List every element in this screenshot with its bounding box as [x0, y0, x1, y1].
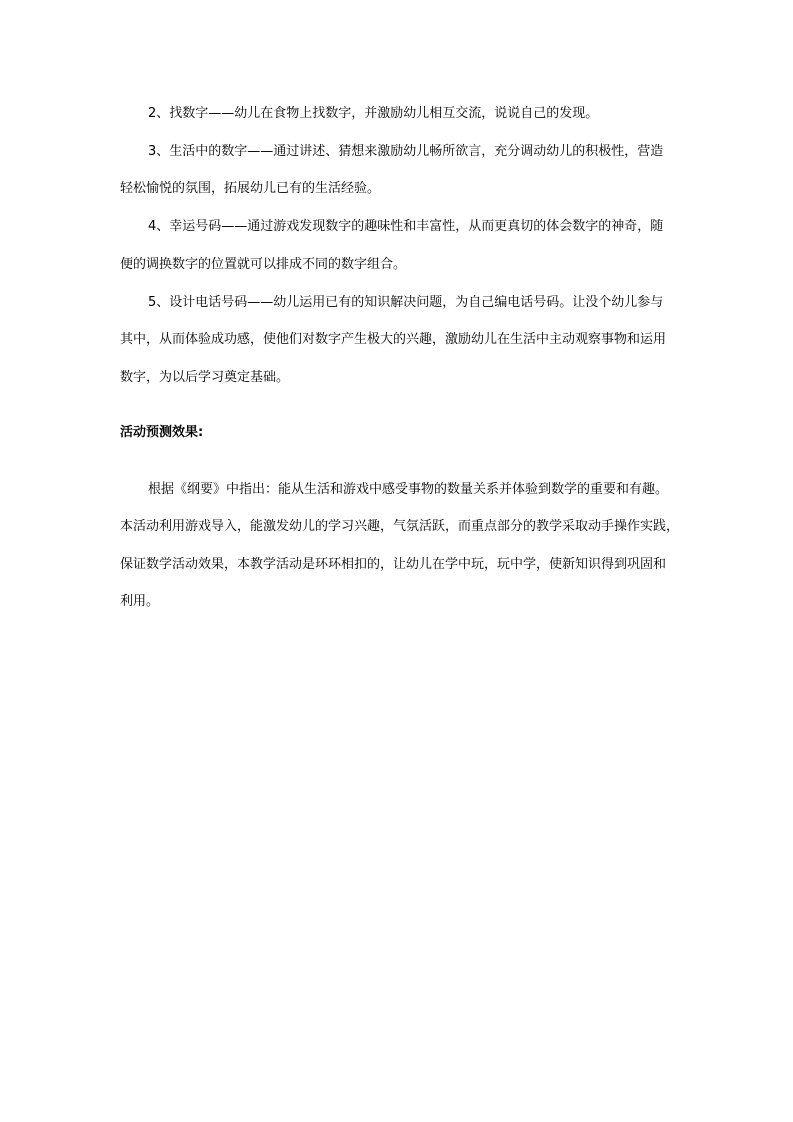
section-heading: 活动预测效果: [120, 425, 204, 440]
section-line-3: 保证数学活动效果，本教学活动是环环相扣的，让幼儿在学中玩，玩中学，使新知识得到巩固和 [120, 557, 667, 572]
item-4-line-2: 便的调换数字的位置就可以排成不同的数字组合。 [120, 257, 407, 272]
item-5-line-1: 5、设计电话号码——幼儿运用已有的知识解决问题，为自己编电话号码。让没个幼儿参与 [148, 295, 664, 310]
item-4-line-1: 4、幸运号码——通过游戏发现数字的趣味性和丰富性，从而更真切的体会数字的神奇，随 [148, 219, 664, 234]
section-line-2: 本活动利用游戏导入，能激发幼儿的学习兴趣，气氛活跃，而重点部分的教学采取动手操作实践， [120, 519, 680, 534]
item-5-line-2: 其中，从而体验成功感，使他们对数字产生极大的兴趣，激励幼儿在生活中主动观察事物和运用 [120, 332, 667, 347]
item-2-line-1: 2、找数字——幼儿在食物上找数字，并激励幼儿相互交流，说说自己的发现。 [148, 106, 599, 121]
item-3-line-1: 3、生活中的数字——通过讲述、猜想来激励幼儿畅所欲言，充分调动幼儿的积极性，营造 [148, 144, 664, 159]
section-line-1: 根据《纲要》中指出：能从生活和游戏中感受事物的数量关系并体验到数学的重要和有趣。 [148, 482, 669, 497]
section-line-4: 利用。 [120, 594, 160, 609]
item-5-line-3: 数字，为以后学习奠定基础。 [120, 370, 290, 385]
item-3-line-2: 轻松愉悦的氛围，拓展幼儿已有的生活经验。 [120, 181, 381, 196]
